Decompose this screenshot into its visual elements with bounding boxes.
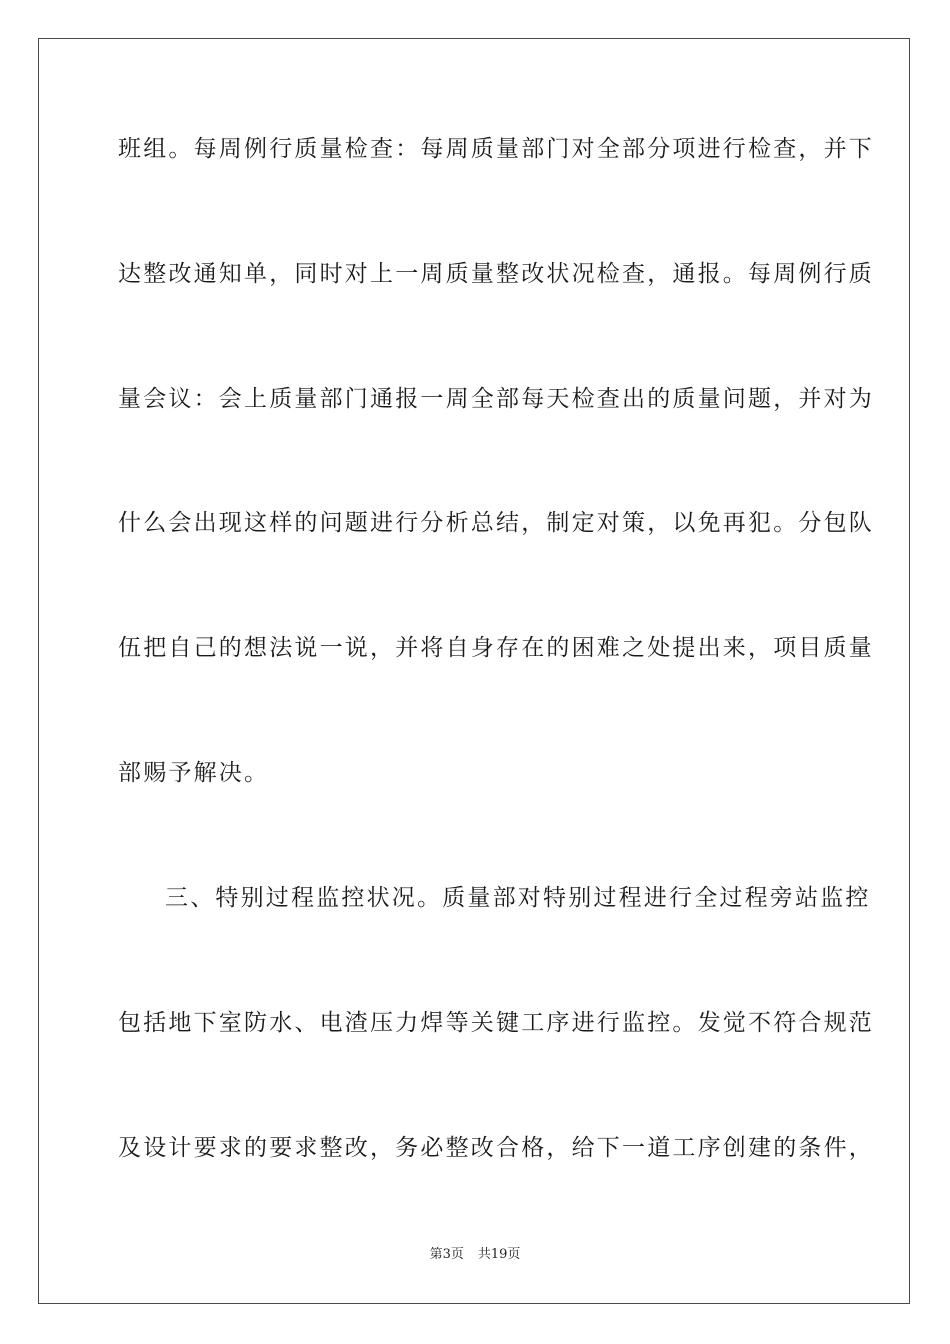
paragraph-line: 部赐予解决。 [118, 760, 270, 786]
paragraph-line: 伍把自己的想法说一说，并将自身存在的困难之处提出来，项目质量 [118, 635, 874, 661]
page-total: 共19页 [477, 1247, 521, 1262]
paragraph-line: 及设计要求的要求整改，务必整改合格，给下一道工序创建的条件， [118, 1135, 874, 1161]
paragraph-line: 班组。每周例行质量检查：每周质量部门对全部分项进行检查，并下 [118, 136, 874, 162]
paragraph-line: 三、特别过程监控状况。质量部对特别过程进行全过程旁站监控 [165, 885, 871, 911]
page-footer [0, 1246, 950, 1264]
paragraph-line: 量会议：会上质量部门通报一周全部每天检查出的质量问题，并对为 [118, 386, 874, 412]
page-number: 第3页 [429, 1247, 464, 1262]
paragraph-line: 达整改通知单，同时对上一周质量整改状况检查，通报。每周例行质 [118, 261, 874, 287]
paragraph-line: 包括地下室防水、电渣压力焊等关键工序进行监控。发觉不符合规范 [118, 1010, 874, 1036]
paragraph-line: 什么会出现这样的问题进行分析总结，制定对策，以免再犯。分包队 [118, 510, 874, 536]
page-border [38, 38, 910, 1304]
